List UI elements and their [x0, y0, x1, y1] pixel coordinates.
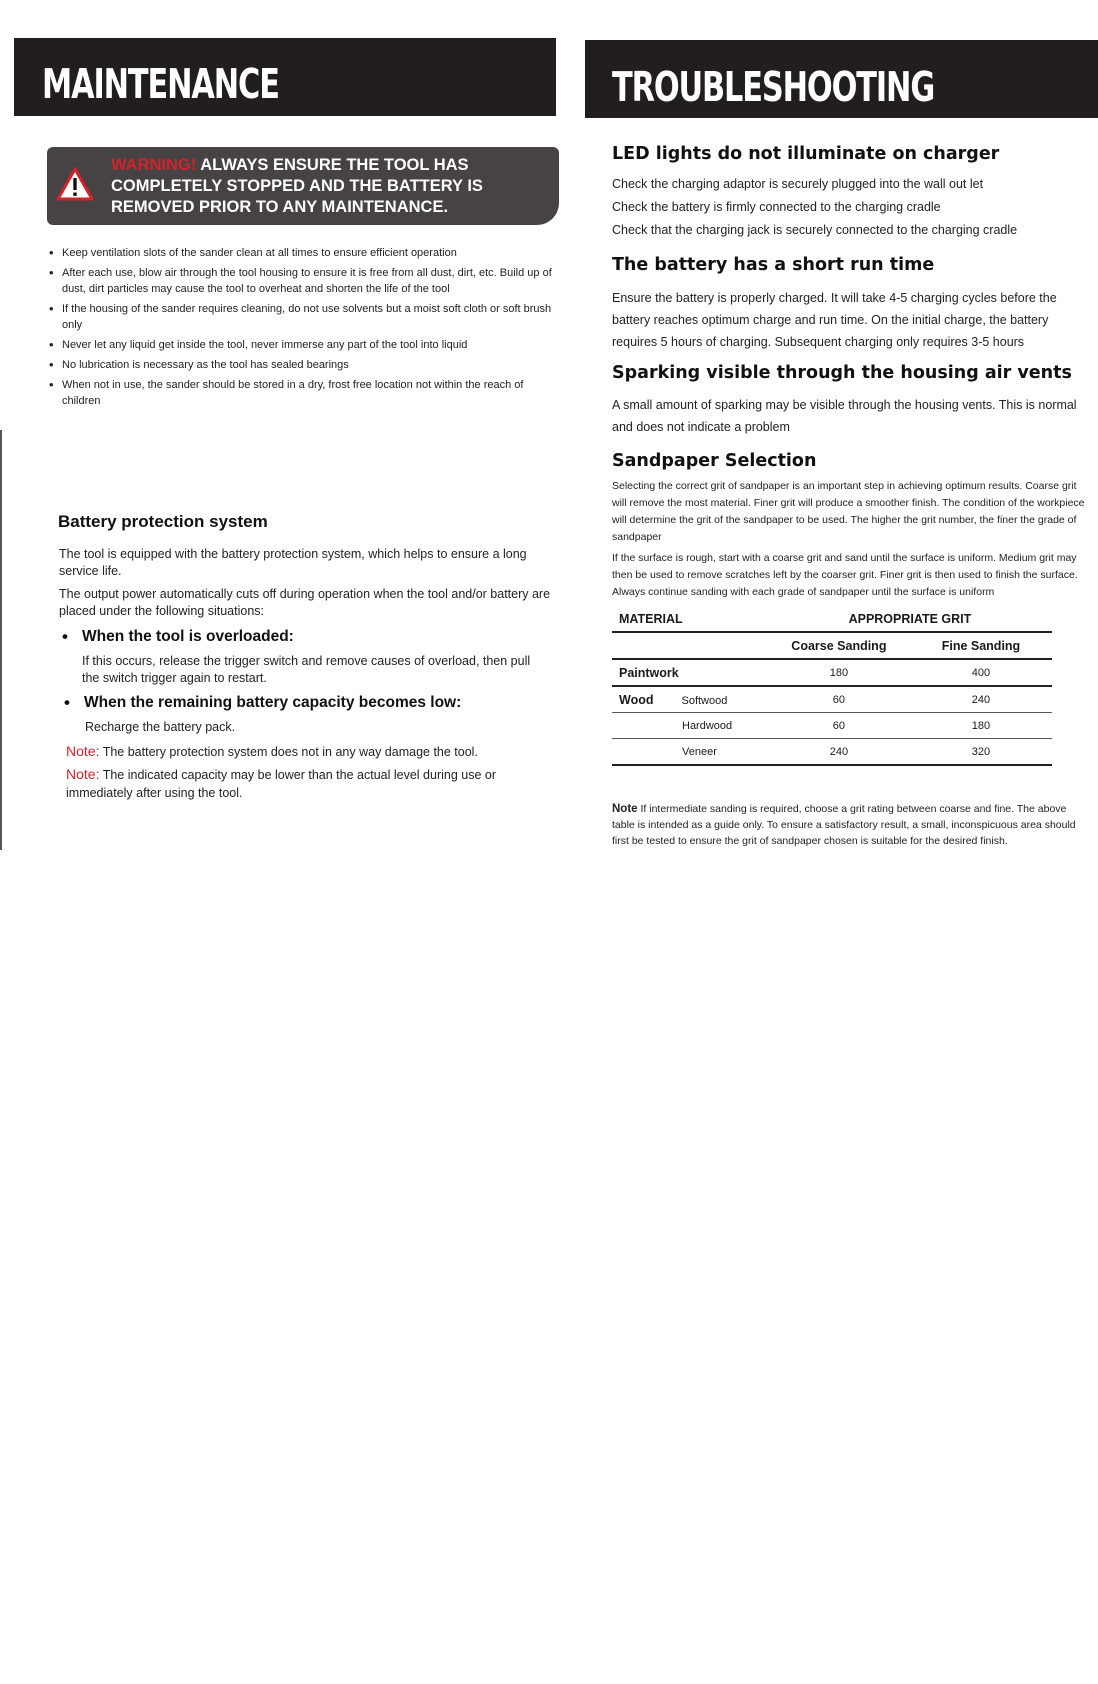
coarse-column-header: Coarse Sanding	[768, 632, 910, 659]
fine-column-header: Fine Sanding	[910, 632, 1052, 659]
battery-protection-paragraph-1: The tool is equipped with the battery protection system, which helps to ensure a long service life.	[59, 547, 527, 578]
battery-protection-paragraph-2: The output power automatically cuts off during operation when the tool and/or battery are placed under the following situations:	[59, 587, 551, 618]
low-battery-heading: • When the remaining battery capacity becomes low:	[84, 694, 461, 712]
grit-table-header	[612, 606, 1052, 632]
note-label: Note:	[66, 743, 100, 759]
sandpaper-paragraph-1: Selecting the correct grit of sandpaper is an important step in achieving optimum results. Coarse grit will remove the most material. Finer grit will produce a smoother finish. The condition of the workpiece will determine the grit of the sandpaper to be used. The higher the grit number, the finer the grade of sandpaper	[612, 480, 1085, 543]
material-cell: Wood	[619, 692, 654, 707]
fine-cell: 400	[910, 659, 1052, 686]
note-label: Note	[612, 803, 638, 815]
fine-cell: 180	[910, 713, 1052, 739]
maintenance-bullet-list	[47, 245, 557, 413]
warning-label: WARNING!	[111, 156, 197, 174]
troubleshooting-title: TROUBLESHOOTING	[612, 63, 935, 111]
sandpaper-paragraph-2: If the surface is rough, start with a coarse grit and sand until the surface is uniform. Medium grit may then be used to remove scratches left by the coarser grit. Finer grit is then used to finish the surface. Always continue sanding with each grade of sandpaper until the surface is uniform	[612, 552, 1078, 598]
coarse-cell: 180	[768, 659, 910, 686]
note-1-text: The battery protection system does not in any way damage the tool.	[102, 745, 478, 759]
coarse-cell: 60	[768, 686, 910, 713]
coarse-cell: 60	[768, 713, 910, 739]
runtime-text: Ensure the battery is properly charged. It will take 4-5 charging cycles before the battery reaches optimum charge and run time. On the initial charge, the battery requires 5 hours of charging. Subsequent charging only requires 3-5 hours	[612, 291, 1057, 349]
led-check-line: Check that the charging jack is securely connected to the charging cradle	[612, 223, 1018, 237]
grit-table-subheader	[612, 632, 1052, 659]
low-battery-text: Recharge the battery pack.	[85, 720, 236, 734]
spark-text: A small amount of sparking may be visible through the housing vents. This is normal and does not indicate a problem	[612, 398, 1077, 434]
led-check-line: Check the battery is firmly connected to the charging cradle	[612, 200, 941, 214]
list-item: • When not in use, the sander should be stored in a dry, frost free location not within the reach of children	[47, 377, 557, 409]
submaterial-cell: Hardwood	[682, 719, 733, 732]
list-item: • No lubrication is necessary as the tool has sealed bearings	[47, 357, 557, 373]
runtime-heading: The battery has a short run time	[612, 255, 935, 275]
sandpaper-heading: Sandpaper Selection	[612, 451, 817, 471]
battery-protection-heading: Battery protection system	[58, 512, 268, 531]
table-row	[612, 713, 1052, 739]
table-row	[612, 739, 1052, 766]
grit-table	[612, 606, 1052, 766]
overload-heading: • When the tool is overloaded:	[82, 628, 294, 646]
list-item: • Never let any liquid get inside the tool, never immerse any part of the tool into liquid	[47, 337, 557, 353]
warning-text: ALWAYS ENSURE THE TOOL HAS COMPLETELY STOPPED AND THE BATTERY IS REMOVED PRIOR TO ANY MAINTENANCE.	[111, 156, 483, 216]
material-column-header: MATERIAL	[612, 606, 768, 632]
submaterial-cell: Veneer	[682, 745, 717, 758]
table-row	[612, 686, 1052, 713]
warning-triangle-icon	[56, 167, 94, 201]
warning-box	[47, 147, 559, 225]
note-label: Note:	[66, 766, 100, 782]
coarse-cell: 240	[768, 739, 910, 766]
overload-text: If this occurs, release the trigger switch and remove causes of overload, then pull the switch trigger again to restart.	[82, 654, 531, 685]
page-edge-line	[0, 430, 2, 850]
led-checks	[612, 173, 1092, 242]
fine-cell: 320	[910, 739, 1052, 766]
grit-column-header: APPROPRIATE GRIT	[768, 606, 1052, 632]
material-cell: Paintwork	[619, 665, 679, 680]
led-check-line: Check the charging adaptor is securely plugged into the wall out let	[612, 177, 984, 191]
table-row	[612, 659, 1052, 686]
list-item: • If the housing of the sander requires cleaning, do not use solvents but a moist soft cloth or soft brush only	[47, 301, 557, 333]
led-heading: LED lights do not illuminate on charger	[612, 144, 1000, 164]
list-item: • After each use, blow air through the tool housing to ensure it is free from all dust, dirt, etc. Build up of dust, dirt particles may cause the tool to overheat and shorten the life of the tool	[47, 265, 557, 297]
warning-message	[111, 155, 551, 218]
note-2	[66, 765, 566, 802]
maintenance-title: MAINTENANCE	[42, 60, 279, 108]
maintenance-banner	[14, 38, 556, 116]
list-item: • Keep ventilation slots of the sander clean at all times to ensure efficient operation	[47, 245, 557, 261]
sandpaper-note-text: If intermediate sanding is required, choose a grit rating between coarse and fine. The above table is intended as a guide only. To ensure a satisfactory result, a small, inconspicuous area should first be tested to ensure the grit of sandpaper chosen is suitable for the desired finish.	[612, 803, 1076, 847]
note-2-text: The indicated capacity may be lower than the actual level during use or immediately after using the tool.	[66, 768, 496, 800]
note-1	[66, 742, 566, 761]
fine-cell: 240	[910, 686, 1052, 713]
sandpaper-note	[612, 801, 1092, 849]
spark-heading: Sparking visible through the housing air vents	[612, 363, 1072, 383]
troubleshooting-banner	[585, 40, 1098, 118]
submaterial-cell: Softwood	[681, 694, 728, 707]
